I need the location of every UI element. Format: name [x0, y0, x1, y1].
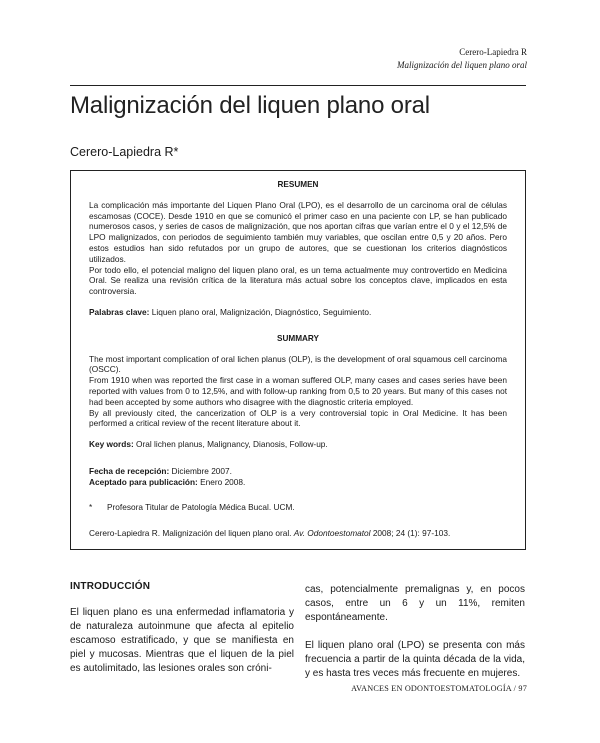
body-column-right: [305, 583, 525, 681]
resumen-keywords-text: Liquen plano oral, Malignización, Diagnóstico, Seguimiento.: [151, 306, 372, 317]
resumen-paragraph: La complicación más importante del Liquen Plano Oral (LPO), es el desarrollo de un carcinoma oral de células escamosas (COCE). Desde 1910 en que se comunicó el primer caso en una paciente con LP, se han publicado numerosos casos, y series de casos de malignización, que nos aportan cifras que varían entre el 0 y el 12,5% de LPO malignizados, con periodos de seguimiento también muy variables, que oscilan entre 0,5 y 20 años. Pero estos estudios han sido refutados por un grupo de autores, que se cuestionan los criterios diagnósticos utilizados.: [89, 199, 507, 264]
affiliation: [89, 502, 507, 513]
body-paragraph: El liquen plano oral (LPO) se presenta con más frecuencia a partir de la quinta década de la vida, y es hasta tres veces más frecuente en mujeres.: [305, 640, 525, 679]
summary-keywords: [89, 439, 507, 450]
running-header-authors: Cerero-Lapiedra R: [459, 47, 527, 57]
section-heading: INTRODUCCIÓN: [70, 581, 151, 592]
summary-heading: SUMMARY: [277, 333, 319, 343]
footer-journal-name: AVANCES EN ODONTOESTOMATOLOGÍA: [351, 684, 512, 693]
citation-prefix: Cerero-Lapiedra R. Malignización del liquen plano oral.: [89, 528, 292, 539]
citation-journal: Av. Odontoestomatol: [293, 528, 371, 539]
received-label: Fecha de recepción:: [89, 465, 170, 476]
affiliation-text: Profesora Titular de Patología Médica Bucal. UCM.: [107, 501, 295, 512]
received-value: Diciembre 2007.: [171, 465, 232, 476]
body-paragraph: cas, potencialmente premalignas y, en pocos casos, entre un 6 y un 11%, remiten espontáneamente.: [305, 584, 525, 623]
body-paragraph: El liquen plano es una enfermedad inflamatoria y de naturaleza autoinmune que afecta al epitelio escamoso estratificado, y que se manifiesta en piel y mucosas. Mientras que el liquen de la piel es autolimitado, las lesiones orales son cróni-: [70, 607, 294, 674]
resumen-heading: RESUMEN: [277, 180, 319, 189]
citation: [89, 528, 507, 539]
page-footer: AVANCES EN ODONTOESTOMATOLOGÍA / 97: [351, 684, 527, 693]
article-title: Malignización del liquen plano oral: [70, 92, 430, 119]
received-date: [89, 466, 507, 477]
affiliation-marker: *: [89, 501, 93, 512]
resumen-keywords-label: Palabras clave:: [89, 306, 150, 317]
summary-paragraph: The most important complication of oral lichen planus (OLP), is the development of oral squamous cell carcinoma (OSCC).: [89, 353, 507, 375]
running-header-title: Malignización del liquen plano oral: [397, 60, 527, 70]
summary-keywords-text: Oral lichen planus, Malignancy, Dianosis, Follow-up.: [136, 439, 328, 450]
accepted-label: Aceptado para publicación:: [89, 476, 198, 487]
page-number: 97: [518, 684, 527, 693]
header-rule: [70, 85, 526, 86]
summary-paragraph: From 1910 when was reported the first case in a woman suffered OLP, many cases and cases series have been reported with values from 0 to 12,5%, and with follow-up ranking from 0,5 to 20 years. But many of this cases not had been accepted by some authors who disagree with the diagnostic criteria employed.: [89, 375, 507, 407]
resumen-keywords: [89, 307, 507, 318]
summary-keywords-label: Key words:: [89, 439, 134, 450]
resumen-paragraph: Por todo ello, el potencial maligno del liquen plano oral, es un tema actualmente muy controvertido en Medicina Oral. Se realiza una revisión crítica de la literatura más actual sobre los conceptos clave, implicados en esta controversia.: [89, 264, 507, 297]
abstract-box: [70, 170, 526, 550]
body-column-left: [70, 580, 294, 676]
accepted-value: Enero 2008.: [200, 476, 246, 487]
article-author: Cerero-Lapiedra R*: [70, 145, 179, 159]
citation-details: 2008; 24 (1): 97-103.: [372, 528, 451, 539]
accepted-date: [89, 477, 507, 488]
running-header: [397, 46, 527, 72]
summary-paragraph: By all previously cited, the cancerization of OLP is a very controversial topic in Oral Medicine. It has been performed a critical review of the recent literature about it.: [89, 407, 507, 429]
